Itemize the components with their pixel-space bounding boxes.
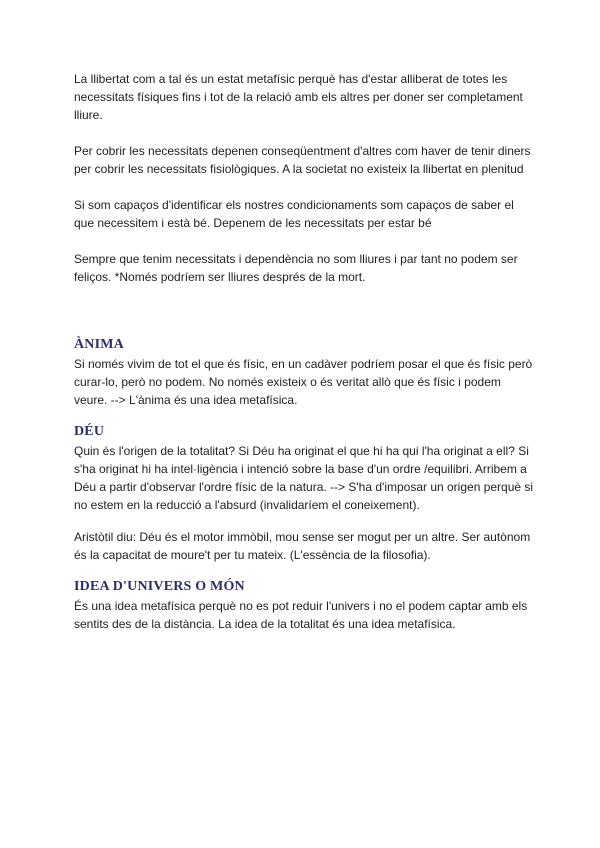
deu-paragraph-1: Quin és l'origen de la totalitat? Si Déu ha originat el que hi ha qui l'ha originat a ell? Si s'ha originat hi ha intel·ligència i intenció sobre la base d'un ordre /equilibri. Arribem a Déu a partir d'observar l'ordre físic de la natura. --> S'ha d'imposar un origen perquè si no estem en la reducció a l'absurd (invalidaríem el coneixement). <box>74 444 534 512</box>
univers-paragraph-1: És una idea metafísica perquè no es pot reduir l'univers i no el podem captar amb els sentits des de la distància. La idea de la totalitat és una idea metafísica. <box>74 599 528 631</box>
section-anima <box>74 336 534 409</box>
intro-paragraph-3: Si som capaços d'identificar els nostres condicionaments som capaços de saber el que necessitem i està bé. Depenem de les necessitats per estar bé <box>74 198 514 230</box>
intro-paragraph-2: Per cobrir les necessitats depenen conseqüentment d'altres com haver de tenir diners per cobrir les necessitats fisiològiques. A la societat no existeix la llibertat en plenitud <box>74 144 531 176</box>
section-univers <box>74 578 534 633</box>
anima-paragraph-1: Si només vivim de tot el que és físic, en un cadàver podríem posar el que és físic però curar-lo, però no podem. No només existeix o és veritat allò que és físic i podem veure. --> L'ànima és una idea metafísica. <box>74 357 533 407</box>
intro-paragraph-4: Sempre que tenim necessitats i dependència no som lliures i par tant no podem ser feliços. *Només podríem ser lliures després de la mort. <box>74 252 518 284</box>
deu-paragraph-2: Aristòtil diu: Déu és el motor immòbil, mou sense ser mogut per un altre. Ser autònom és la capacitat de moure't per tu mateix. (L'essència de la filosofia). <box>74 530 531 562</box>
document-page <box>74 70 534 647</box>
section-spacer <box>74 304 534 326</box>
section-heading-anima: ÀNIMA <box>74 337 124 352</box>
section-heading-deu: DÉU <box>74 424 105 439</box>
section-deu <box>74 423 534 564</box>
intro-paragraph-1: La llibertat com a tal és un estat metafísic perquè has d'estar alliberat de totes les necessitats físiques fins i tot de la relació amb els altres per doner ser completament lliure. <box>74 72 523 122</box>
section-heading-univers: IDEA D'UNIVERS O MÓN <box>74 579 245 594</box>
